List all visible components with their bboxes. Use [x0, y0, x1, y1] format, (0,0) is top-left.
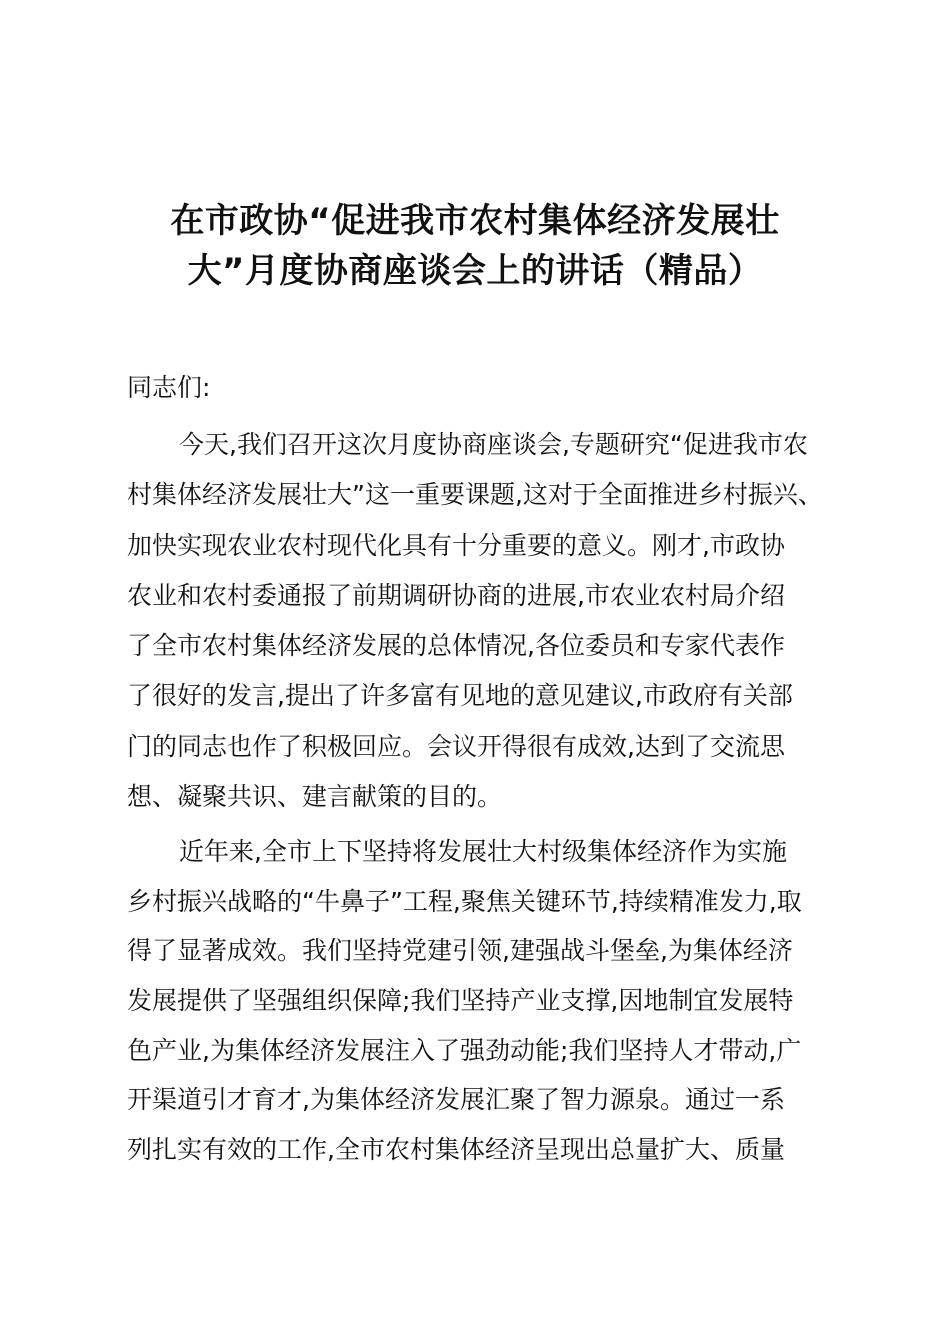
text-line: 了很好的发言,提出了许多富有见地的意见建议,市政府有关部	[127, 681, 793, 711]
text-line: 色产业,为集体经济发展注入了强劲动能;我们坚持人才带动,广	[127, 1035, 802, 1065]
title-line: 大”月度协商座谈会上的讲话（精品）	[187, 251, 763, 291]
text-line: 门的同志也作了积极回应。会议开得很有成效,达到了交流思	[127, 731, 785, 761]
text-line: 近年来,全市上下坚持将发展壮大村级集体经济作为实施	[179, 837, 787, 866]
text-line: 想、凝聚共识、建言献策的目的。	[127, 782, 503, 812]
text-line: 开渠道引才育才,为集体经济发展汇聚了智力源泉。通过一系	[127, 1085, 785, 1115]
text-line: 农业和农村委通报了前期调研协商的进展,市农业农村局介绍	[127, 580, 785, 610]
text-line: 了全市农村集体经济发展的总体情况,各位委员和专家代表作	[127, 631, 785, 661]
paragraph	[127, 827, 802, 1175]
paragraph	[127, 420, 823, 822]
text-line: 得了显著成效。我们坚持党建引领,建强战斗堡垒,为集体经济	[127, 936, 793, 966]
text-line: 发展提供了坚强组织保障;我们坚持产业支撑,因地制宜发展特	[127, 986, 794, 1016]
title-line: 在市政协“促进我市农村集体经济发展壮	[170, 201, 780, 241]
document-title	[0, 196, 950, 296]
text-line: 列扎实有效的工作,全市农村集体经济呈现出总量扩大、质量	[127, 1135, 785, 1165]
salutation: 同志们:	[127, 373, 211, 402]
text-line: 乡村振兴战略的“牛鼻子”工程,聚焦关键环节,持续精准发力,取	[127, 886, 802, 916]
text-line: 加快实现农业农村现代化具有十分重要的意义。刚才,市政协	[127, 530, 785, 560]
text-line: 村集体经济发展壮大”这一重要课题,这对于全面推进乡村振兴、	[127, 480, 823, 510]
text-line: 今天,我们召开这次月度协商座谈会,专题研究“促进我市农	[179, 430, 808, 459]
